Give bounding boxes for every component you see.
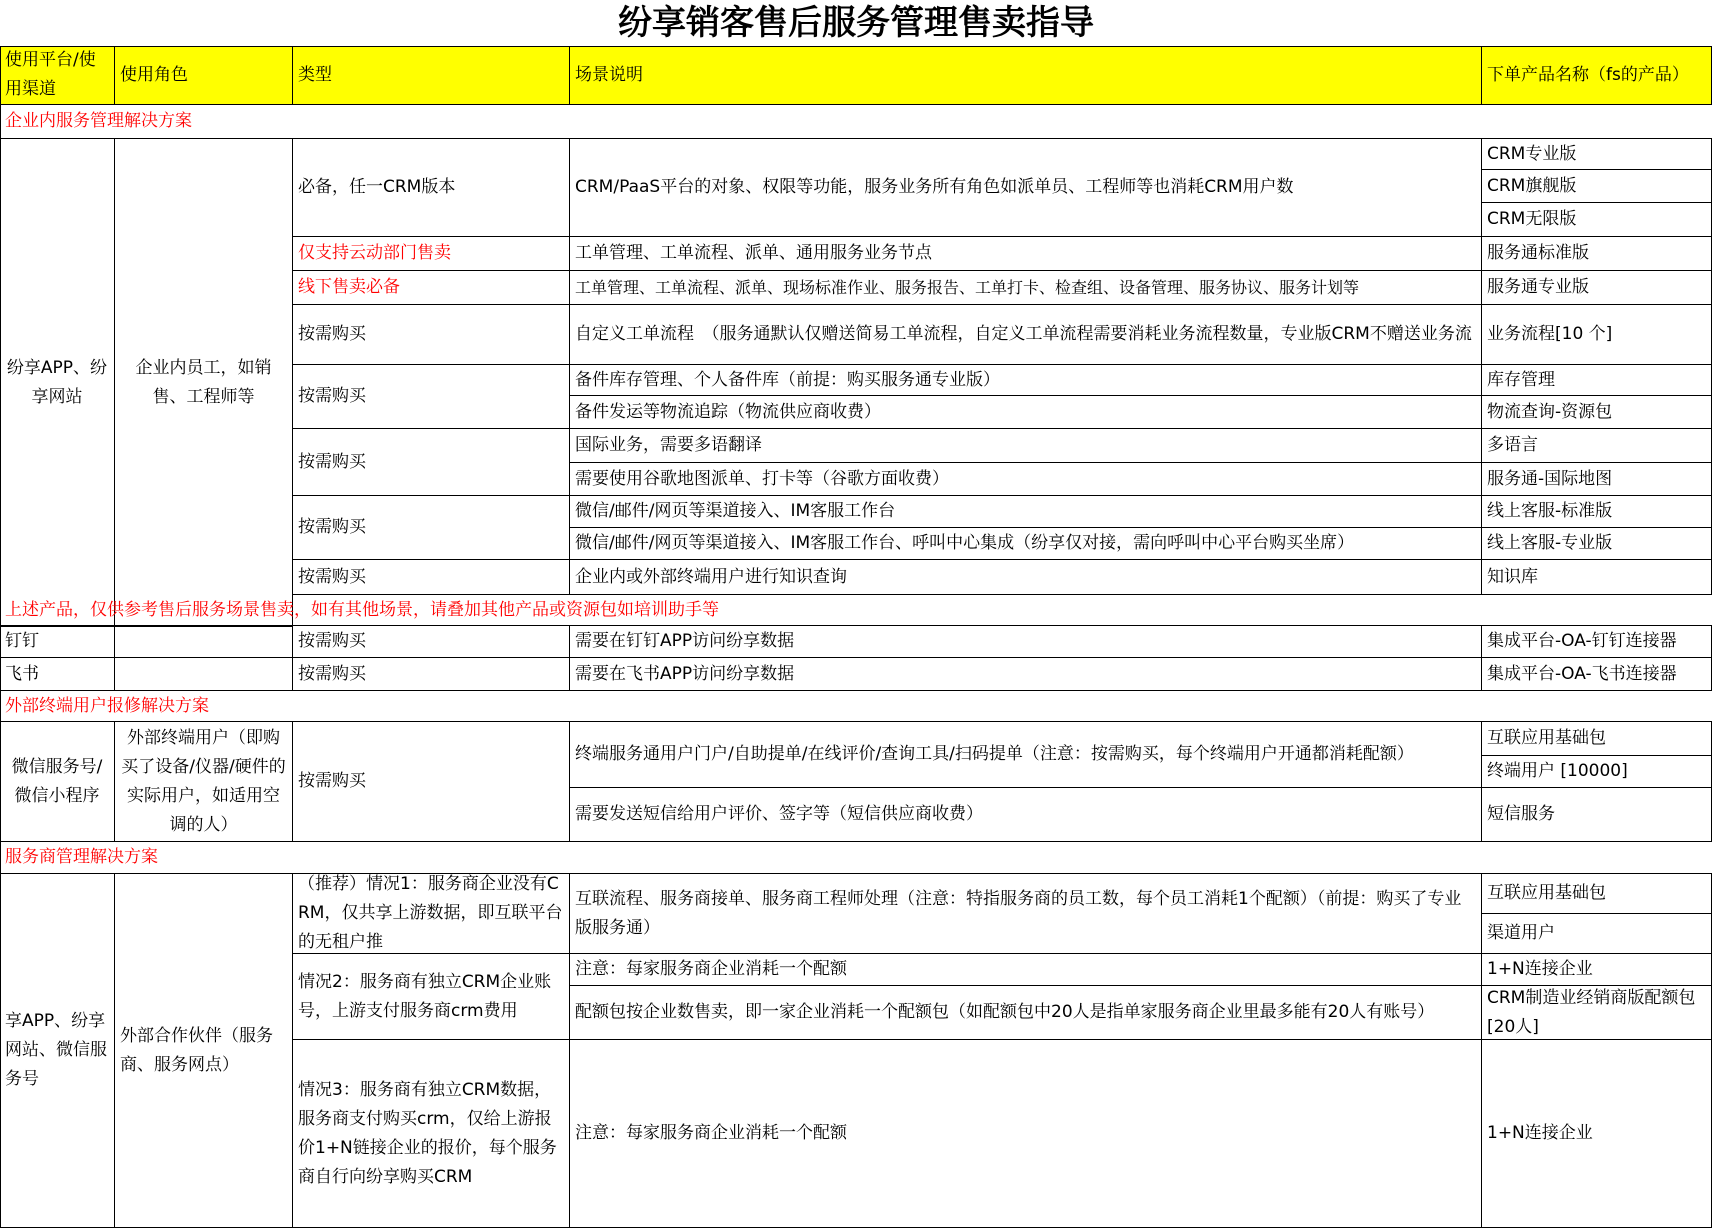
- section-note: 上述产品，仅供参考售后服务场景售卖，如有其他场景，请叠加其他产品或资源包如培训助手等: [0, 595, 1712, 626]
- im-platform: 飞书: [0, 658, 115, 691]
- im-scene: 需要在飞书APP访问纷享数据: [570, 658, 1482, 691]
- external-platform: 微信服务号/微信小程序: [0, 722, 115, 842]
- internal-product: 物流查询-资源包: [1482, 396, 1712, 429]
- external-scene: 终端服务通用户门户/自助提单/在线评价/查询工具/扫码提单（注意：按需购买，每个终端用户开通都消耗配额）: [570, 722, 1482, 788]
- internal-product: 业务流程[10 个]: [1482, 305, 1712, 365]
- provider-role: 外部合作伙伴（服务商、服务网点）: [115, 874, 293, 1228]
- external-role: 外部终端用户（即购买了设备/仪器/硬件的实际用户，如适用空调的人）: [115, 722, 293, 842]
- provider-type: 情况3：服务商有独立CRM数据，服务商支付购买crm，仅给上游报价1+N链接企业的报价，每个服务商自行向纷享购买CRM: [293, 1040, 570, 1228]
- internal-type: 线下售卖必备: [293, 271, 570, 305]
- internal-type: 按需购买: [293, 560, 570, 595]
- provider-type: 情况2：服务商有独立CRM企业账号，上游支付服务商crm费用: [293, 954, 570, 1040]
- header-product: 下单产品名称（fs的产品）: [1482, 46, 1712, 105]
- internal-product: CRM专业版: [1482, 139, 1712, 170]
- external-type: 按需购买: [293, 722, 570, 842]
- section-internal: 企业内服务管理解决方案: [0, 105, 1712, 139]
- internal-type: 按需购买: [293, 429, 570, 496]
- internal-scene: 自定义工单流程 （服务通默认仅赠送简易工单流程，自定义工单流程需要消耗业务流程数量，专业版CRM不赠送业务流: [570, 305, 1482, 365]
- im-product: 集成平台-OA-钉钉连接器: [1482, 626, 1712, 658]
- internal-scene: 微信/邮件/网页等渠道接入、IM客服工作台: [570, 496, 1482, 528]
- im-scene: 需要在钉钉APP访问纷享数据: [570, 626, 1482, 658]
- section-provider: 服务商管理解决方案: [0, 842, 1712, 874]
- internal-scene: 企业内或外部终端用户进行知识查询: [570, 560, 1482, 595]
- internal-type: 必备，任一CRM版本: [293, 139, 570, 237]
- header-scene: 场景说明: [570, 46, 1482, 105]
- internal-product: CRM旗舰版: [1482, 170, 1712, 203]
- im-product: 集成平台-OA-飞书连接器: [1482, 658, 1712, 691]
- provider-scene: 互联流程、服务商接单、服务商工程师处理（注意：特指服务商的员工数，每个员工消耗1个配额）（前提：购买了专业版服务通）: [570, 874, 1482, 954]
- header-platform: 使用平台/使用渠道: [0, 46, 115, 105]
- page-title: 纷享销客售后服务管理售卖指导: [618, 3, 1094, 43]
- internal-type: 仅支持云动部门售卖: [293, 237, 570, 271]
- external-scene: 需要发送短信给用户评价、签字等（短信供应商收费）: [570, 788, 1482, 842]
- internal-product: 服务通专业版: [1482, 271, 1712, 305]
- im-platform: 钉钉: [0, 626, 115, 658]
- provider-platform: 享APP、纷享网站、微信服务号: [0, 874, 115, 1228]
- internal-scene: 国际业务，需要多语翻译: [570, 429, 1482, 463]
- im-type: 按需购买: [293, 658, 570, 691]
- internal-product: 库存管理: [1482, 365, 1712, 396]
- provider-product: 渠道用户: [1482, 914, 1712, 954]
- provider-product: 1+N连接企业: [1482, 1040, 1712, 1228]
- internal-product: 服务通-国际地图: [1482, 463, 1712, 496]
- internal-type: 按需购买: [293, 305, 570, 365]
- internal-product: 知识库: [1482, 560, 1712, 595]
- provider-product: 互联应用基础包: [1482, 874, 1712, 914]
- external-product: 互联应用基础包: [1482, 722, 1712, 756]
- internal-scene: 备件库存管理、个人备件库（前提：购买服务通专业版）: [570, 365, 1482, 396]
- internal-scene: CRM/PaaS平台的对象、权限等功能，服务业务所有角色如派单员、工程师等也消耗CRM用户数: [570, 139, 1482, 237]
- internal-platform: 纷享APP、纷享网站: [0, 139, 115, 627]
- external-product: 短信服务: [1482, 788, 1712, 842]
- provider-scene: 注意：每家服务商企业消耗一个配额: [570, 954, 1482, 986]
- section-external: 外部终端用户报修解决方案: [0, 691, 1712, 722]
- im-role: [115, 626, 293, 658]
- header-role: 使用角色: [115, 46, 293, 105]
- external-product: 终端用户 [10000]: [1482, 756, 1712, 788]
- provider-scene: 注意：每家服务商企业消耗一个配额: [570, 1040, 1482, 1228]
- internal-product: 线上客服-标准版: [1482, 496, 1712, 528]
- internal-scene: 工单管理、工单流程、派单、通用服务业务节点: [570, 237, 1482, 271]
- spreadsheet: [0, 46, 1712, 1228]
- im-type: 按需购买: [293, 626, 570, 658]
- internal-type: 按需购买: [293, 496, 570, 560]
- internal-product: 线上客服-专业版: [1482, 528, 1712, 560]
- provider-product: 1+N连接企业: [1482, 954, 1712, 986]
- internal-type: 按需购买: [293, 365, 570, 429]
- internal-scene: 需要使用谷歌地图派单、打卡等（谷歌方面收费）: [570, 463, 1482, 496]
- provider-type: （推荐）情况1：服务商企业没有CRM，仅共享上游数据，即互联平台的无租户推: [293, 874, 570, 954]
- internal-role: 企业内员工，如销售、工程师等: [115, 139, 293, 627]
- provider-scene: 配额包按企业数售卖，即一家企业消耗一个配额包（如配额包中20人是指单家服务商企业里最多能有20人有账号）: [570, 986, 1482, 1040]
- internal-scene: 微信/邮件/网页等渠道接入、IM客服工作台、呼叫中心集成（纷享仅对接，需向呼叫中心平台购买坐席）: [570, 528, 1482, 560]
- internal-scene: 工单管理、工单流程、派单、现场标准作业、服务报告、工单打卡、检查组、设备管理、服务协议、服务计划等: [570, 271, 1482, 305]
- provider-product: CRM制造业经销商版配额包[20人]: [1482, 986, 1712, 1040]
- internal-product: CRM无限版: [1482, 203, 1712, 237]
- internal-product: 服务通标准版: [1482, 237, 1712, 271]
- im-role: [115, 658, 293, 691]
- internal-product: 多语言: [1482, 429, 1712, 463]
- header-type: 类型: [293, 46, 570, 105]
- internal-scene: 备件发运等物流追踪（物流供应商收费）: [570, 396, 1482, 429]
